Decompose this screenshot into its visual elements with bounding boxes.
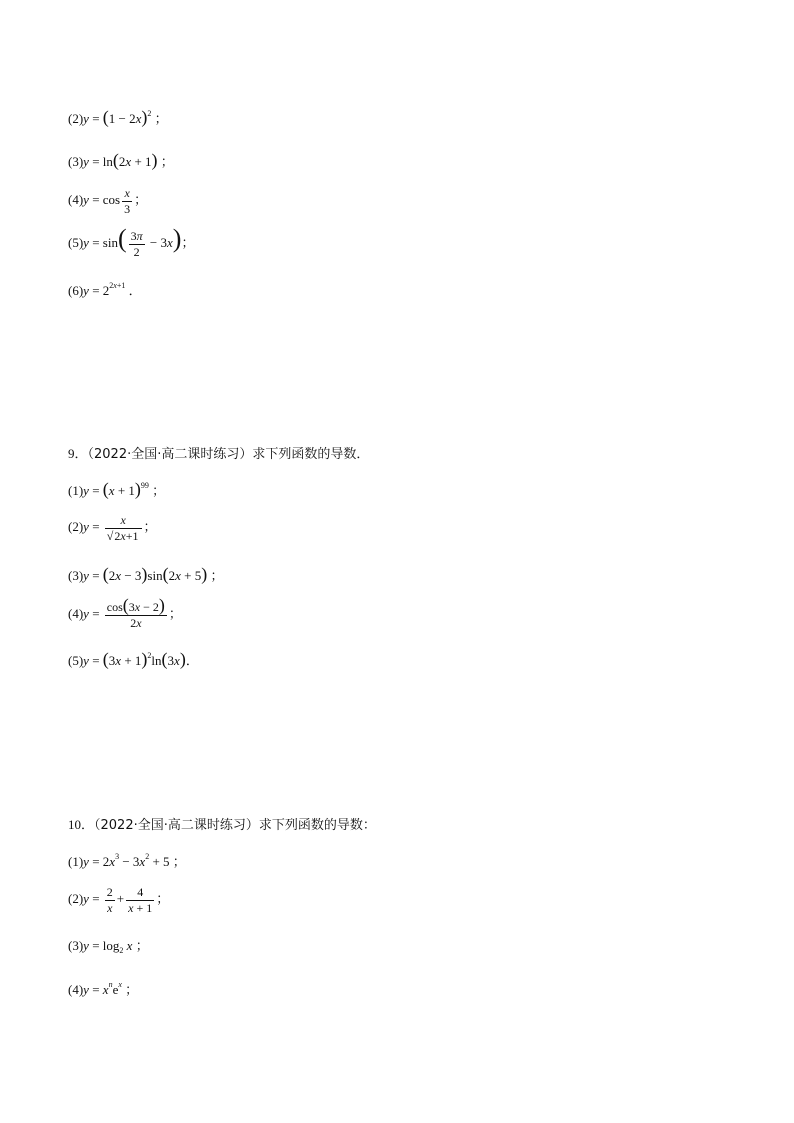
formula-item: $(6)y = 2^{2x+1}$ ． xyxy=(68,281,142,298)
item-tail: ； xyxy=(154,111,168,126)
item-label: (2) xyxy=(68,519,84,535)
item-label: (3) xyxy=(68,154,84,169)
question-number: 10． xyxy=(68,817,95,832)
item-label: (4) xyxy=(68,606,84,622)
question-prompt: 求下列函数的导数． xyxy=(252,447,370,462)
formula-item: (2)y = $\frac{x}{√2x+1}$ ； xyxy=(68,513,157,543)
item-label: (5) xyxy=(68,235,84,251)
item-tail: ； xyxy=(152,483,166,498)
item-tail: ； xyxy=(160,154,174,169)
item-tail: ； xyxy=(181,235,195,251)
question-prompt: 求下列函数的导数： xyxy=(258,818,376,833)
formula-item: $(5)y = (3x + 1)^2\ln(3x)$． xyxy=(68,649,199,669)
item-tail: ； xyxy=(125,982,139,997)
item-label: (4) xyxy=(68,982,84,997)
item-tail: ； xyxy=(134,192,148,208)
item-label: (3) xyxy=(68,568,84,583)
item-tail: ； xyxy=(143,519,157,535)
formula-item: (4)y = cos $\frac{x}{3}$ ； xyxy=(68,186,148,216)
formula-item: (3)y = ln(2x + 1) ； xyxy=(68,150,174,170)
formula-item: (2)y = $\frac{2}{x}$ + $\frac{4}{x + 1}$ ； xyxy=(68,885,170,915)
question-source: （2022·全国·高二课时练习） xyxy=(87,447,253,462)
formula-item: (3)y = (2x − 3)sin(2x + 5) ； xyxy=(68,564,224,584)
item-label: (3) xyxy=(68,938,84,953)
item-tail: ； xyxy=(168,606,182,622)
formula-item: $(2)y = (1 - 2x)^2$ ； xyxy=(68,107,168,127)
item-label: (1) xyxy=(68,483,84,498)
question-number: 9． xyxy=(68,446,88,461)
item-label: (2) xyxy=(68,111,84,126)
item-label: (2) xyxy=(68,891,84,907)
formula-item: $(1)y = (x + 1)^{99}$ ； xyxy=(68,479,166,499)
question-source: （2022·全国·高二课时练习） xyxy=(94,818,259,833)
item-label: (4) xyxy=(68,192,84,208)
formula-item: $(1)y = 2x^3 - 3x^2 + 5$ ； xyxy=(68,852,186,869)
item-label: (6) xyxy=(68,283,84,298)
formula-item: $(4)y = x^ne^x$ ； xyxy=(68,980,139,997)
item-tail: ； xyxy=(172,854,186,869)
item-tail: ； xyxy=(156,891,170,907)
question-9-heading xyxy=(68,443,369,462)
formula-item: (5)y = sin( $\frac{3\pi}{2}$ − 3x)； xyxy=(68,224,195,259)
item-tail: ； xyxy=(135,938,149,953)
item-label: (1) xyxy=(68,854,84,869)
item-tail: ． xyxy=(128,283,142,298)
item-label: (5) xyxy=(68,653,84,668)
question-10-heading xyxy=(68,814,376,833)
item-tail: ． xyxy=(185,653,199,668)
formula-item: (4)y = $\frac{\cos(3x - 2)}{2x}$ ； xyxy=(68,595,182,630)
item-tail: ； xyxy=(210,568,224,583)
formula-item: $(3)y = \log_2 x$ ； xyxy=(68,938,149,955)
